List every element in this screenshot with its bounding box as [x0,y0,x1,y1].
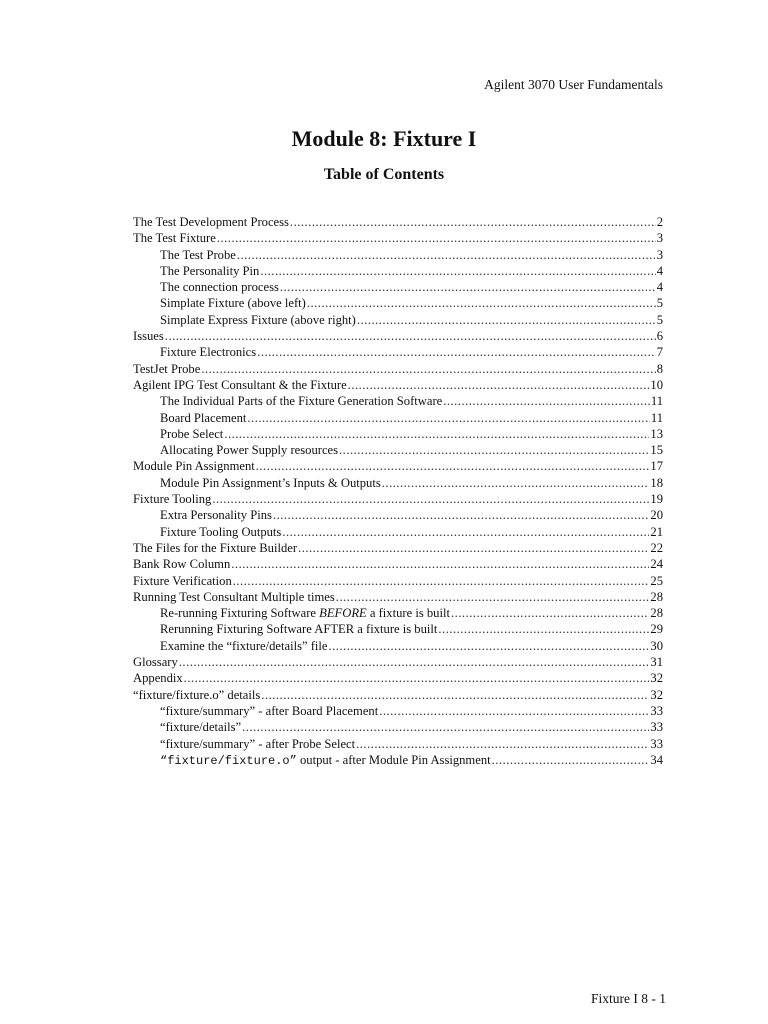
toc-page-number: 2 [656,215,663,229]
table-of-contents [133,214,663,768]
toc-entry[interactable] [133,736,663,752]
toc-leader-dots [242,719,649,735]
toc-leader-dots [233,573,650,589]
toc-entry-title: Running Test Consultant Multiple times [133,589,335,604]
toc-leader-dots [184,670,650,686]
toc-entry-title: Module Pin Assignment [133,459,255,474]
toc-leader-dots [451,605,649,621]
toc-leader-dots [282,524,649,540]
toc-page-number: 32 [650,687,663,702]
toc-entry-title: Rerunning Fixturing Software AFTER a fixture is built [160,622,438,637]
toc-entry[interactable] [133,507,663,523]
toc-leader-dots [256,458,650,474]
toc-leader-dots [179,654,650,670]
toc-page-number: 5 [656,296,663,311]
toc-entry-title: Fixture Electronics [160,345,257,360]
toc-page-number: 25 [650,573,663,588]
toc-entry-title: The Test Probe [160,247,236,262]
toc-entry[interactable] [133,361,663,377]
toc-entry-title: The Files for the Fixture Builder [133,540,298,555]
toc-entry-title: Extra Personality Pins [160,508,272,523]
toc-entry[interactable] [133,719,663,735]
toc-entry[interactable] [133,540,663,556]
toc-entry-title: Bank Row Column [133,557,231,572]
toc-page-number: 11 [650,394,663,409]
toc-page-number: 33 [650,703,663,718]
toc-leader-dots [348,377,650,393]
toc-entry-title: Simplate Fixture (above left) [160,296,306,311]
toc-entry-title: Board Placement [160,410,247,425]
toc-leader-dots [357,312,656,328]
toc-page-number: 3 [656,231,663,246]
toc-entry-title: “fixture/fixture.o” details [133,687,261,702]
toc-leader-dots [261,687,649,703]
page-footer: Fixture I 8 - 1 [591,991,666,1006]
toc-page-number: 17 [650,459,663,474]
toc-leader-dots [212,491,649,507]
toc-entry-title: “fixture/summary” - after Board Placement [160,703,379,718]
toc-leader-dots [336,589,650,605]
toc-entry[interactable] [133,426,663,442]
toc-entry[interactable] [133,752,663,768]
toc-entry-title: Examine the “fixture/details” file [160,638,328,653]
toc-leader-dots [290,214,656,230]
toc-entry[interactable] [133,328,663,344]
toc-entry[interactable] [133,442,663,458]
toc-leader-dots [329,638,650,654]
toc-page-number: 8 [656,361,663,376]
toc-entry-title: The connection process [160,280,279,295]
toc-page-number: 33 [650,736,663,751]
toc-leader-dots [492,752,650,768]
toc-page-number: 33 [650,720,663,735]
toc-page-number: 31 [650,655,663,670]
toc-entry[interactable] [133,263,663,279]
toc-page-number: 10 [650,377,663,392]
toc-entry-title: Fixture Tooling [133,492,212,507]
toc-page-number: 28 [650,589,663,604]
toc-page-number: 5 [656,312,663,327]
toc-entry-title: “fixture/details” [160,720,242,735]
toc-entry[interactable] [133,312,663,328]
toc-leader-dots [298,540,649,556]
toc-entry[interactable] [133,344,663,360]
toc-page-number: 24 [650,557,663,572]
toc-entry[interactable] [133,475,663,491]
toc-entry-title: The Personality Pin [160,263,260,278]
toc-page-number: 4 [656,280,663,295]
toc-page-number: 32 [650,671,663,686]
toc-entry[interactable] [133,687,663,703]
toc-page-number: 22 [650,540,663,555]
toc-leader-dots [307,295,656,311]
toc-page-number: 20 [650,508,663,523]
toc-entry[interactable] [133,638,663,654]
toc-page-number: 11 [650,410,663,425]
toc-leader-dots [217,230,656,246]
toc-leader-dots [339,442,649,458]
toc-leader-dots [356,736,649,752]
toc-entry[interactable] [133,279,663,295]
toc-entry-title: Fixture Tooling Outputs [160,524,282,539]
toc-entry[interactable] [133,524,663,540]
toc-entry-title: Probe Select [160,426,224,441]
toc-entry[interactable] [133,621,663,637]
toc-leader-dots [382,475,650,491]
toc-entry[interactable] [133,410,663,426]
toc-leader-dots [224,426,649,442]
toc-leader-dots [237,247,656,263]
toc-leader-dots [201,361,655,377]
toc-entry[interactable] [133,393,663,409]
toc-leader-dots [247,410,649,426]
toc-leader-dots [438,621,649,637]
toc-page-number: 18 [650,475,663,490]
toc-entry-title: The Test Fixture [133,231,216,246]
module-title: Module 8: Fixture I [291,126,477,151]
toc-leader-dots [280,279,656,295]
toc-page-number: 21 [650,524,663,539]
toc-entry[interactable] [133,491,663,507]
toc-entry-title: Simplate Express Fixture (above right) [160,312,356,327]
toc-entry[interactable] [133,654,663,670]
toc-page-number: 28 [650,606,663,621]
toc-entry[interactable] [133,589,663,605]
toc-leader-dots [260,263,655,279]
toc-entry-title: Allocating Power Supply resources [160,443,339,458]
toc-heading: Table of Contents [323,166,445,183]
toc-page-number: 19 [650,492,663,507]
toc-page-number: 30 [650,638,663,653]
toc-leader-dots [165,328,656,344]
toc-entry[interactable] [133,295,663,311]
toc-entry-title: Module Pin Assignment’s Inputs & Outputs [160,475,381,490]
toc-entry[interactable] [133,214,663,230]
toc-entry[interactable] [133,703,663,719]
toc-entry-title: Glossary [133,655,178,670]
toc-entry[interactable] [133,573,663,589]
toc-entry[interactable] [133,458,663,474]
toc-page-number: 15 [650,443,663,458]
toc-leader-dots [443,393,650,409]
toc-entry-title: Re-running Fixturing Software BEFORE a fixture is built [160,606,450,621]
toc-entry-title: Agilent IPG Test Consultant & the Fixture [133,377,347,392]
toc-entry-title: The Individual Parts of the Fixture Generation Software [160,394,443,409]
toc-leader-dots [257,344,656,360]
toc-leader-dots [273,507,649,523]
toc-page-number: 4 [656,263,663,278]
toc-entry-title: “fixture/fixture.o” output - after Module Pin Assignment [160,752,491,768]
toc-entry-title: The Test Development Process [133,215,289,229]
toc-entry-title: “fixture/summary” - after Probe Select [160,736,356,751]
toc-leader-dots [231,556,649,572]
toc-page-number: 13 [650,426,663,441]
toc-entry[interactable] [133,670,663,686]
toc-entry[interactable] [133,377,663,393]
toc-leader-dots [379,703,649,719]
toc-entry[interactable] [133,247,663,263]
toc-entry-title: Fixture Verification [133,573,232,588]
toc-page-number: 3 [656,247,663,262]
toc-entry-title: Issues [133,329,164,344]
toc-page-number: 6 [656,329,663,344]
running-header: Agilent 3070 User Fundamentals [484,77,663,92]
toc-page-number: 34 [650,752,663,767]
toc-entry[interactable] [133,556,663,572]
toc-page-number: 7 [656,345,663,360]
toc-entry-title: Appendix [133,671,183,686]
toc-entry-title: TestJet Probe [133,361,201,376]
toc-page-number: 29 [650,622,663,637]
toc-entry[interactable] [133,605,663,621]
toc-entry[interactable] [133,230,663,246]
